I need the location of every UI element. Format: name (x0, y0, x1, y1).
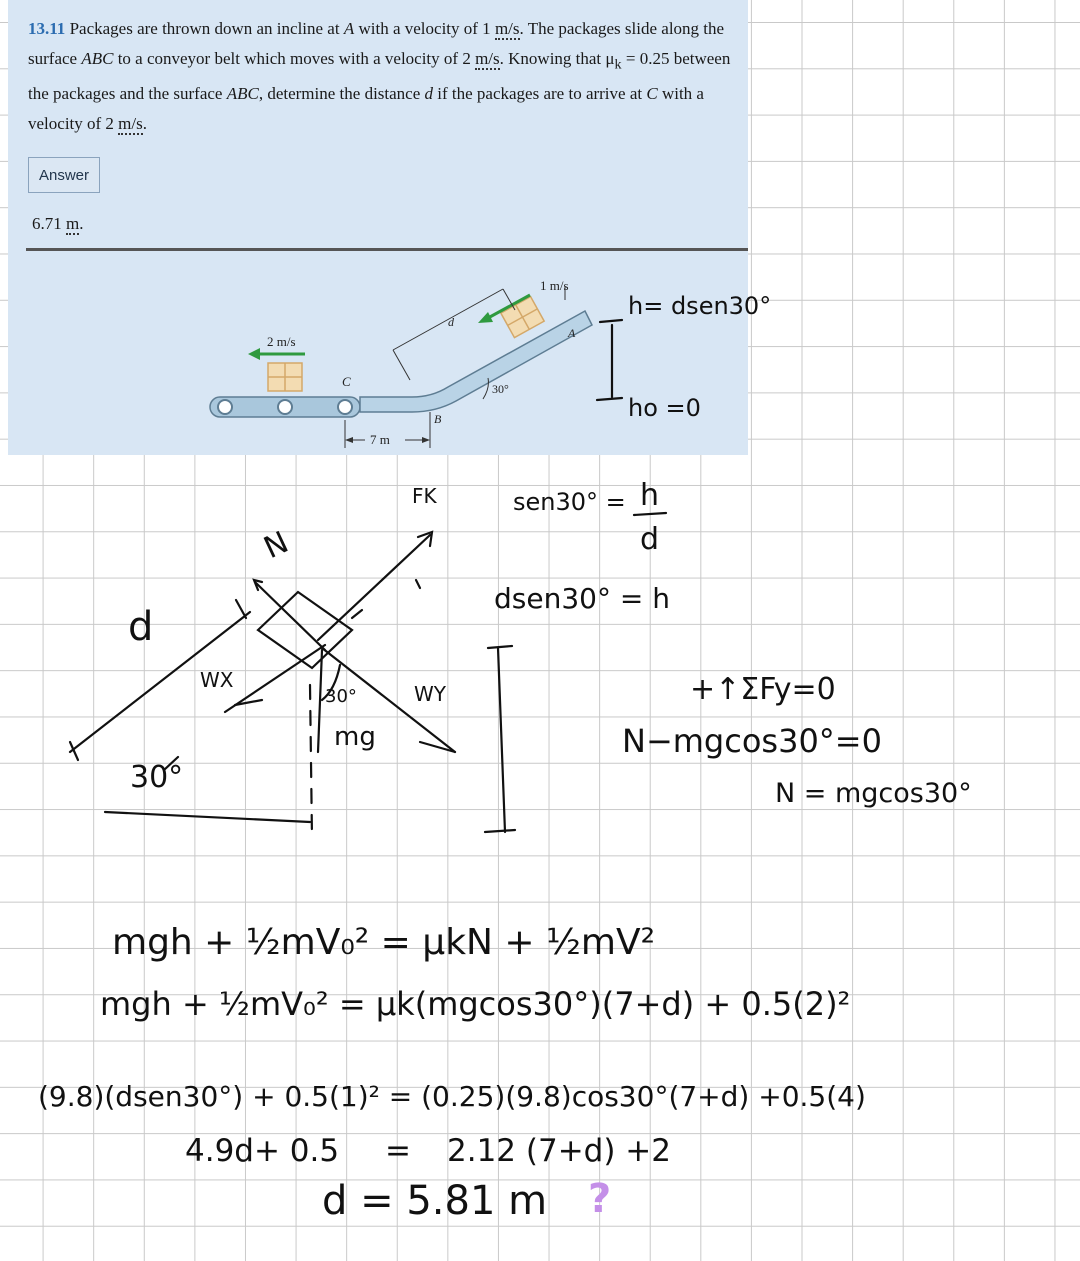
wx-vector (225, 645, 325, 712)
h-equation: h= dsen30° (628, 292, 772, 320)
energy-eq-1: mgh + ½mV₀² = μkN + ½mV² (112, 922, 656, 963)
label-a: A (568, 326, 576, 340)
energy-eq-4-rhs: 2.12 (7+d) +2 (447, 1133, 671, 1169)
normal-eq-2: N = mgcos30° (775, 778, 972, 809)
unit-link[interactable]: m/s (475, 49, 500, 68)
mg-label: mg (334, 722, 376, 752)
ground-angle-label: 30° (130, 760, 184, 795)
problem-number: 13.11 (28, 19, 66, 38)
n-vector (255, 582, 325, 650)
label-b: B (434, 412, 442, 426)
sin-lhs: sen30° = (513, 488, 626, 516)
energy-eq-3: (9.8)(dsen30°) + 0.5(1)² = (0.25)(9.8)cos30°(7+d) +0.5(4) (38, 1080, 866, 1113)
sin-numerator: h (640, 478, 660, 513)
mg-vector (318, 650, 322, 752)
incline-speed-label: 1 m/s (540, 278, 569, 293)
label-c: C (342, 374, 351, 389)
answer-button[interactable]: Answer (28, 157, 100, 193)
d-label: d (128, 604, 154, 650)
distance-label: 7 m (370, 432, 390, 447)
answer-unit: m (66, 214, 80, 233)
ground-line (105, 812, 310, 822)
result: d = 5.81 m (322, 1178, 548, 1224)
energy-eq-2: mgh + ½mV₀² = μk(mgcos30°)(7+d) + 0.5(2)² (100, 985, 851, 1023)
fk-label: FK (412, 484, 437, 508)
n-label: N (258, 524, 294, 567)
sum-fy: +↑ΣFy=0 (690, 672, 836, 707)
label-d: d (448, 315, 454, 329)
problem-statement: 13.11 Packages are thrown down an incline at A with a velocity of 1 m/s. The packages slide along the surface ABC to a conveyor belt which moves with a velocity of 2 m/s. Knowing that $\mu_k = 0.25$ between the packages and the surface ABC, determine the distance d if the packages are to arrive at C with a velocity of 2 m/s. (28, 19, 731, 134)
belt-speed-label: 2 m/s (267, 334, 296, 349)
sin-denominator: d (640, 522, 660, 557)
unit-link[interactable]: m/s (118, 114, 143, 134)
energy-eq-4-lhs: 4.9d+ 0.5 (185, 1133, 340, 1169)
unit-link[interactable]: m/s (494, 19, 520, 38)
h0-equation: ho =0 (628, 394, 701, 422)
angle-30-label: 30° (325, 686, 357, 707)
wy-label: WY (414, 682, 446, 706)
height-bar (498, 648, 505, 832)
normal-eq-1: N−mgcos30°=0 (622, 722, 882, 760)
fk-vector (318, 535, 430, 640)
sin-rearranged: dsen30° = h (494, 582, 670, 615)
wx-label: WX (200, 668, 234, 692)
energy-eq-4-equals: = (385, 1133, 411, 1169)
question-mark-icon: ? (588, 1176, 612, 1222)
answer-value: 6.71 m. (32, 214, 84, 233)
angle-label: 30° (492, 382, 509, 396)
